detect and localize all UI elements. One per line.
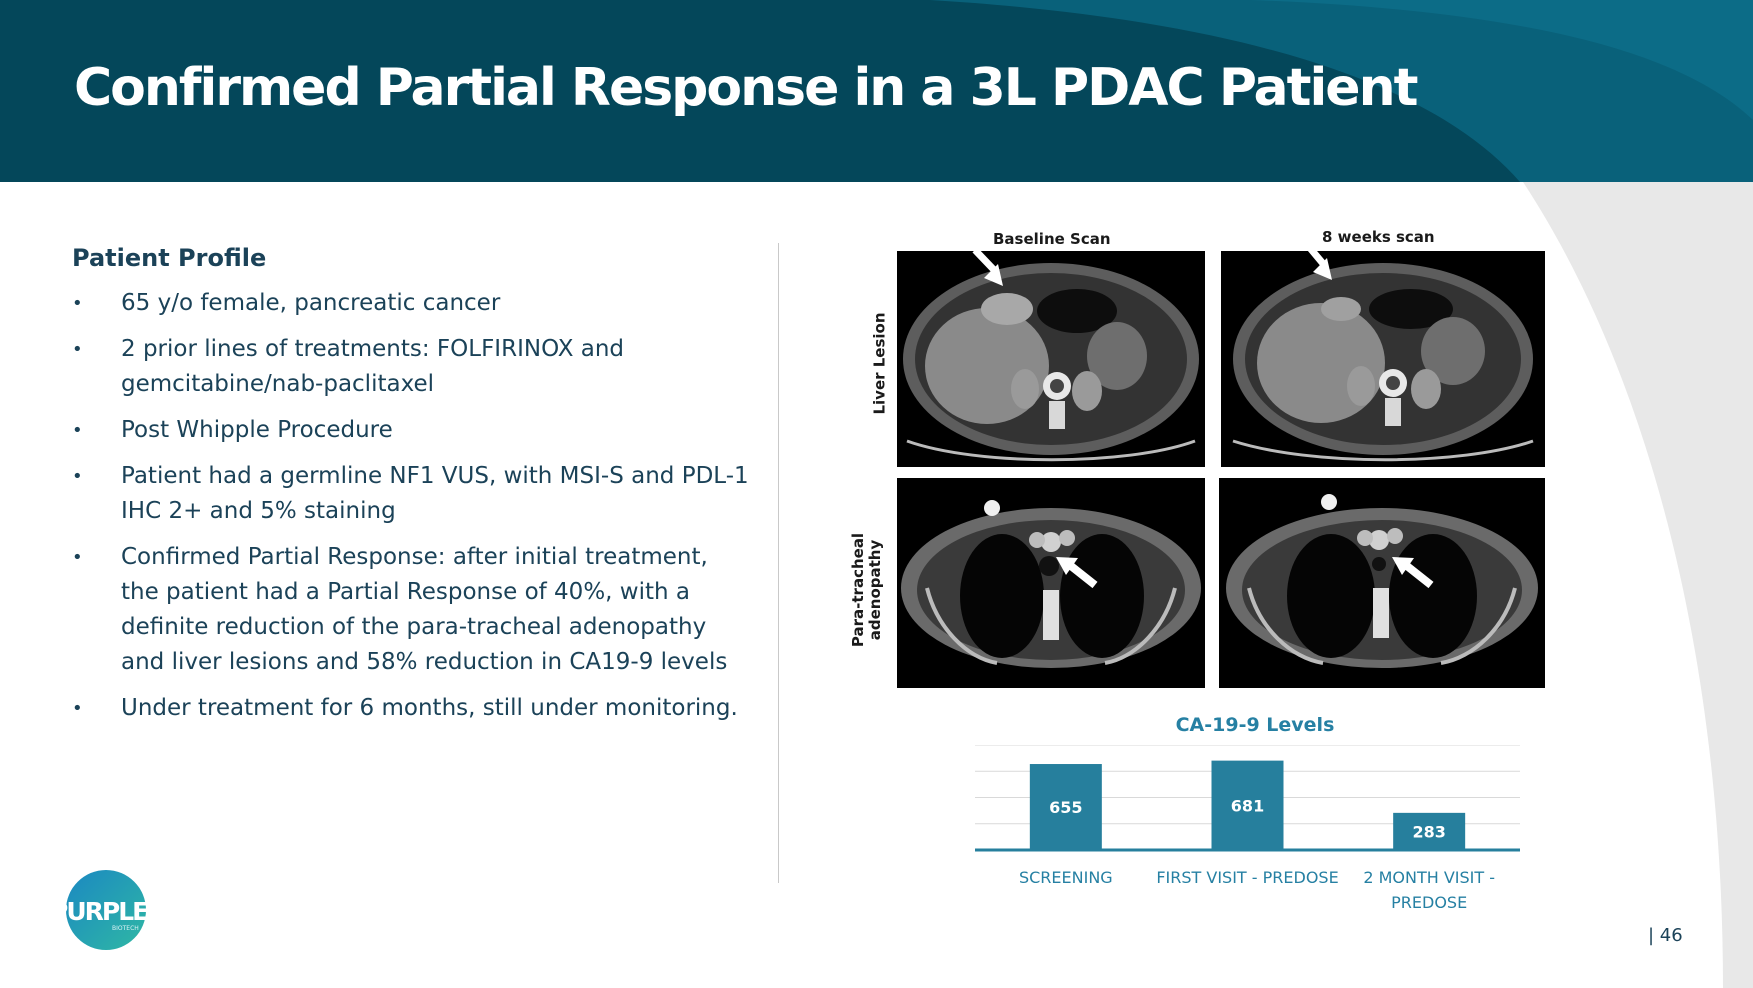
arrow-icon bbox=[1392, 557, 1431, 585]
bullet-text: Confirmed Partial Response: after initial treatment, the patient had a Partial Response of 40%, with a definite reduction of the para-tracheal adenopathy and liver lesions and 58% reduction in CA19-9 levels bbox=[121, 544, 728, 675]
bullet-dot: • bbox=[72, 293, 83, 314]
data-label: 655 bbox=[1049, 798, 1083, 818]
bullet-dot: • bbox=[72, 466, 83, 487]
bullet-text: Post Whipple Procedure bbox=[121, 417, 393, 443]
arrow-icon bbox=[1310, 248, 1332, 280]
label-line: Para-tracheal bbox=[849, 532, 867, 648]
logo-text: PURPLE bbox=[50, 897, 148, 926]
ca199-bar-chart bbox=[975, 745, 1535, 925]
data-label: 681 bbox=[1230, 796, 1265, 816]
bullet-dot: • bbox=[72, 698, 83, 719]
slide-title: Confirmed Partial Response in a 3L PDAC Patient bbox=[74, 58, 1417, 118]
bullet-text: Under treatment for 6 months, still under monitoring. bbox=[121, 695, 738, 721]
baseline-scan-label: Baseline Scan bbox=[993, 230, 1111, 248]
purple-biotech-logo bbox=[48, 870, 158, 952]
bullet-text: 65 y/o female, pancreatic cancer bbox=[121, 290, 501, 316]
bullet-text: Patient had a germline NF1 VUS, with MSI-S and PDL-1 IHC 2+ and 5% staining bbox=[121, 463, 749, 524]
bullet-dot: • bbox=[72, 547, 83, 568]
bullet-text: 2 prior lines of treatments: FOLFIRINOX and gemcitabine/nab-paclitaxel bbox=[121, 336, 625, 397]
chart-title: CA-19-9 Levels bbox=[1175, 714, 1335, 736]
bullet-dot: • bbox=[72, 339, 83, 360]
logo-subtext: BIOTECH bbox=[112, 925, 139, 932]
page-number: | 46 bbox=[1648, 925, 1683, 946]
week8-scan-label: 8 weeks scan bbox=[1322, 228, 1435, 246]
arrow-icon bbox=[975, 250, 1003, 286]
category-label: 2 MONTH VISIT - bbox=[1363, 868, 1496, 887]
liver-lesion-label: Liver Lesion bbox=[870, 312, 889, 415]
section-heading: Patient Profile bbox=[72, 244, 267, 272]
category-label: SCREENING bbox=[1018, 868, 1113, 887]
label-line: adenopathy bbox=[866, 539, 884, 641]
category-label: PREDOSE bbox=[1391, 893, 1468, 912]
bullet-dot: • bbox=[72, 420, 83, 441]
arrow-icon bbox=[1056, 557, 1095, 585]
category-label: FIRST VISIT - PREDOSE bbox=[1156, 868, 1339, 887]
data-label: 283 bbox=[1412, 822, 1446, 842]
